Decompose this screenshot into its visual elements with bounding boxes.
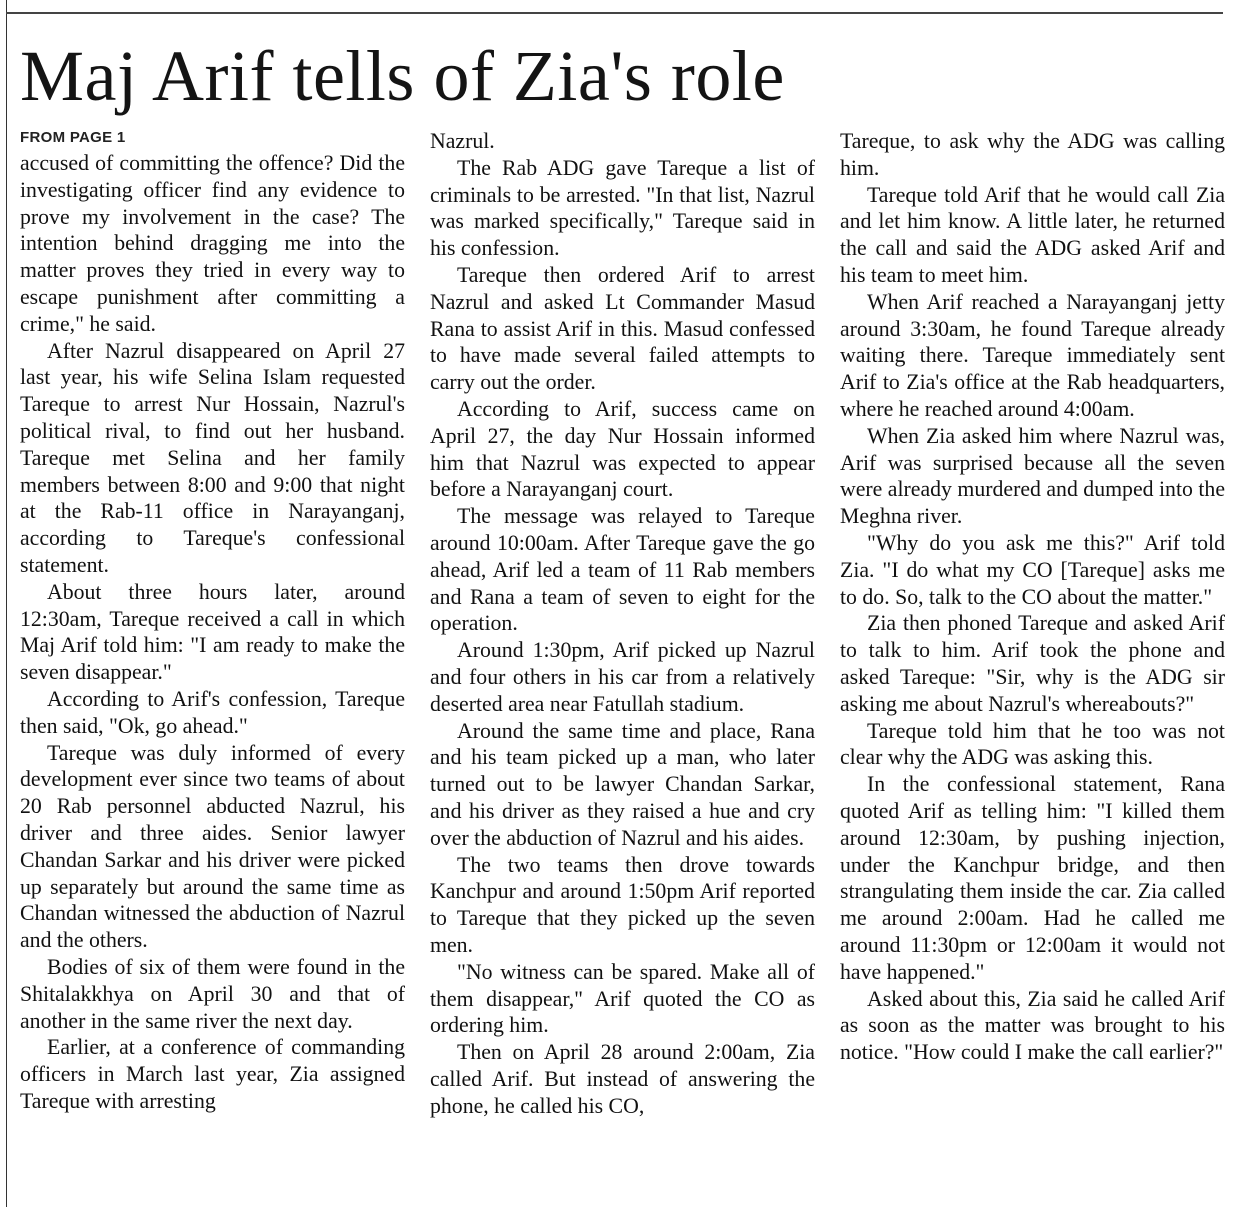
left-column-rule [6, 0, 7, 1207]
article-column-2 [430, 128, 815, 1200]
paragraph: According to Arif, success came on April 27, the day Nur Hossain informed him that Nazrul was expected to appear before a Narayanganj court. [430, 396, 815, 502]
paragraph: When Arif reached a Narayanganj jetty around 3:30am, he found Tareque already waiting there. Tareque immediately sent Arif to Zia's office at the Rab headquarters, where he reached around 4:00am. [840, 289, 1225, 421]
paragraph: "Why do you ask me this?" Arif told Zia. "I do what my CO [Tareque] asks me to do. So, talk to the CO about the matter." [840, 530, 1225, 609]
paragraph: Around the same time and place, Rana and his team picked up a man, who later turned out to be lawyer Chandan Sarkar, and his driver as they raised a hue and cry over the abduction of Nazrul and his aides. [430, 718, 815, 850]
paragraph: In the confessional statement, Rana quoted Arif as telling him: "I killed them around 12:30am, by pushing injection, under the Kanchpur bridge, and then strangulating them inside the car. Zia called me around 2:00am. Had he called me around 11:30pm or 12:00am it would not have happened." [840, 772, 1225, 984]
paragraph: Tareque was duly informed of every development ever since two teams of about 20 Rab personnel abducted Nazrul, his driver and three aides. Senior lawyer Chandan Sarkar and his driver were picked up separately but around the same time as Chandan witnessed the abduction of Nazrul and the others. [20, 740, 405, 953]
paragraph: Zia then phoned Tareque and asked Arif to talk to him. Arif took the phone and asked Tareque: "Sir, why is the ADG sir asking me about Nazrul's whereabouts?" [840, 611, 1225, 716]
paragraph: Nazrul. [430, 129, 495, 153]
article-column-3 [840, 128, 1225, 1200]
paragraph: After Nazrul disappeared on April 27 last year, his wife Selina Islam requested Tareque to arrest Nur Hossain, Nazrul's political rival, to find out her husband. Tareque met Selina and her family members between 8:00 and 9:00 that night at the Rab-11 office in Narayanganj, according to Tareque's confessional statement. [20, 338, 405, 577]
paragraph: Tareque told Arif that he would call Zia and let him know. A little later, he returned the call and said the ADG asked Arif and his team to meet him. [840, 182, 1225, 287]
paragraph: About three hours later, around 12:30am, Tareque received a call in which Maj Arif told him: "I am ready to make the seven disappear." [20, 579, 405, 685]
paragraph: The message was relayed to Tareque around 10:00am. After Tareque gave the go ahead, Arif led a team of 11 Rab members and Rana a team of seven to eight for the operation. [430, 504, 815, 636]
paragraph: accused of committing the offence? Did the investigating officer find any evidence to prove my involvement in the case? The intention behind dragging me into the matter proves they tried in every way to escape punishment after committing a crime," he said. [20, 151, 405, 336]
paragraph: Asked about this, Zia said he called Arif as soon as the matter was brought to his notice. "How could I make the call earlier?" [840, 986, 1225, 1065]
kicker-from-page: FROM PAGE 1 [20, 129, 126, 146]
paragraph: Earlier, at a conference of commanding officers in March last year, Zia assigned Tareque with arresting [20, 1035, 405, 1113]
headline: Maj Arif tells of Zia's role [20, 36, 785, 116]
paragraph: Bodies of six of them were found in the Shitalakkhya on April 30 and that of another in the same river the next day. [20, 954, 405, 1033]
article-column-1 [20, 128, 405, 1200]
paragraph: The Rab ADG gave Tareque a list of criminals to be arrested. "In that list, Nazrul was marked specifically," Tareque said in his confession. [430, 155, 815, 261]
paragraph: "No witness can be spared. Make all of them disappear," Arif quoted the CO as ordering him. [430, 959, 815, 1038]
paragraph: When Zia asked him where Nazrul was, Arif was surprised because all the seven were already murdered and dumped into the Meghna river. [840, 423, 1225, 529]
paragraph: Tareque told him that he too was not clear why the ADG was asking this. [840, 718, 1225, 770]
paragraph: Tareque, to ask why the ADG was calling him. [840, 129, 1225, 180]
paragraph: According to Arif's confession, Tareque then said, "Ok, go ahead." [20, 686, 405, 738]
paragraph: Tareque then ordered Arif to arrest Nazrul and asked Lt Commander Masud Rana to assist Arif in this. Masud confessed to have made several failed attempts to carry out the order. [430, 262, 815, 395]
paragraph: Then on April 28 around 2:00am, Zia called Arif. But instead of answering the phone, he called his CO, [430, 1040, 815, 1118]
paragraph: Around 1:30pm, Arif picked up Nazrul and four others in his car from a relatively deserted area near Fatullah stadium. [430, 638, 815, 716]
paragraph: The two teams then drove towards Kanchpur and around 1:50pm Arif reported to Tareque that they picked up the seven men. [430, 852, 815, 957]
top-rule [6, 12, 1223, 14]
